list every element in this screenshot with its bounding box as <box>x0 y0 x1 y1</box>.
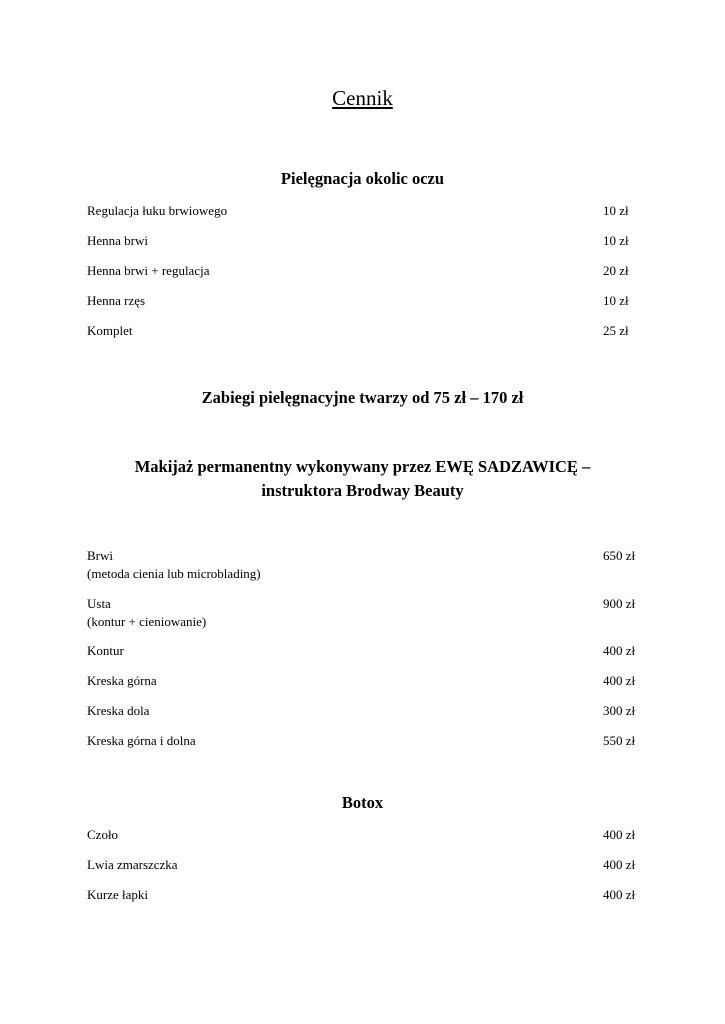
item-name: Kreska górna <box>87 673 157 688</box>
item-price: 10 zł <box>603 293 629 308</box>
item-price: 400 zł <box>603 673 636 688</box>
item-name: Kreska górna i dolna <box>87 733 196 748</box>
item-price: 400 zł <box>603 887 636 902</box>
item-name: Henna rzęs <box>87 293 146 308</box>
item-name: Czoło <box>87 827 119 842</box>
item-name: Kreska dola <box>87 703 150 718</box>
item-price: 400 zł <box>603 643 636 658</box>
item-price: 25 zł <box>603 323 629 338</box>
section-heading-permanent-makeup-line2: instruktora Brodway Beauty <box>261 481 464 500</box>
section-heading-face-treatments: Zabiegi pielęgnacyjne twarzy od 75 zł – 170 zł <box>201 388 524 407</box>
item-name: Usta <box>87 596 111 611</box>
item-name: Henna brwi + regulacja <box>87 263 210 278</box>
item-note: (kontur + cieniowanie) <box>87 614 207 629</box>
section-heading-permanent-makeup-line1: Makijaż permanentny wykonywany przez EWĘ SADZAWICĘ – <box>134 457 591 476</box>
item-name: Regulacja łuku brwiowego <box>87 203 228 218</box>
item-name: Kurze łapki <box>87 887 149 902</box>
item-name: Kontur <box>87 643 124 658</box>
section-heading-botox: Botox <box>341 793 384 812</box>
item-price: 900 zł <box>603 596 636 611</box>
page-title: Cennik <box>332 86 393 110</box>
item-price: 650 zł <box>603 548 636 563</box>
item-price: 400 zł <box>603 857 636 872</box>
item-name: Komplet <box>87 323 133 338</box>
section-heading-eye-care: Pielęgnacja okolic oczu <box>280 169 445 188</box>
item-name: Brwi <box>87 548 113 563</box>
item-note: (metoda cienia lub microblading) <box>87 566 261 581</box>
item-price: 10 zł <box>603 233 629 248</box>
item-price: 550 zł <box>603 733 636 748</box>
item-price: 10 zł <box>603 203 629 218</box>
item-name: Lwia zmarszczka <box>87 857 178 872</box>
item-name: Henna brwi <box>87 233 149 248</box>
item-price: 20 zł <box>603 263 629 278</box>
item-price: 300 zł <box>603 703 636 718</box>
item-price: 400 zł <box>603 827 636 842</box>
